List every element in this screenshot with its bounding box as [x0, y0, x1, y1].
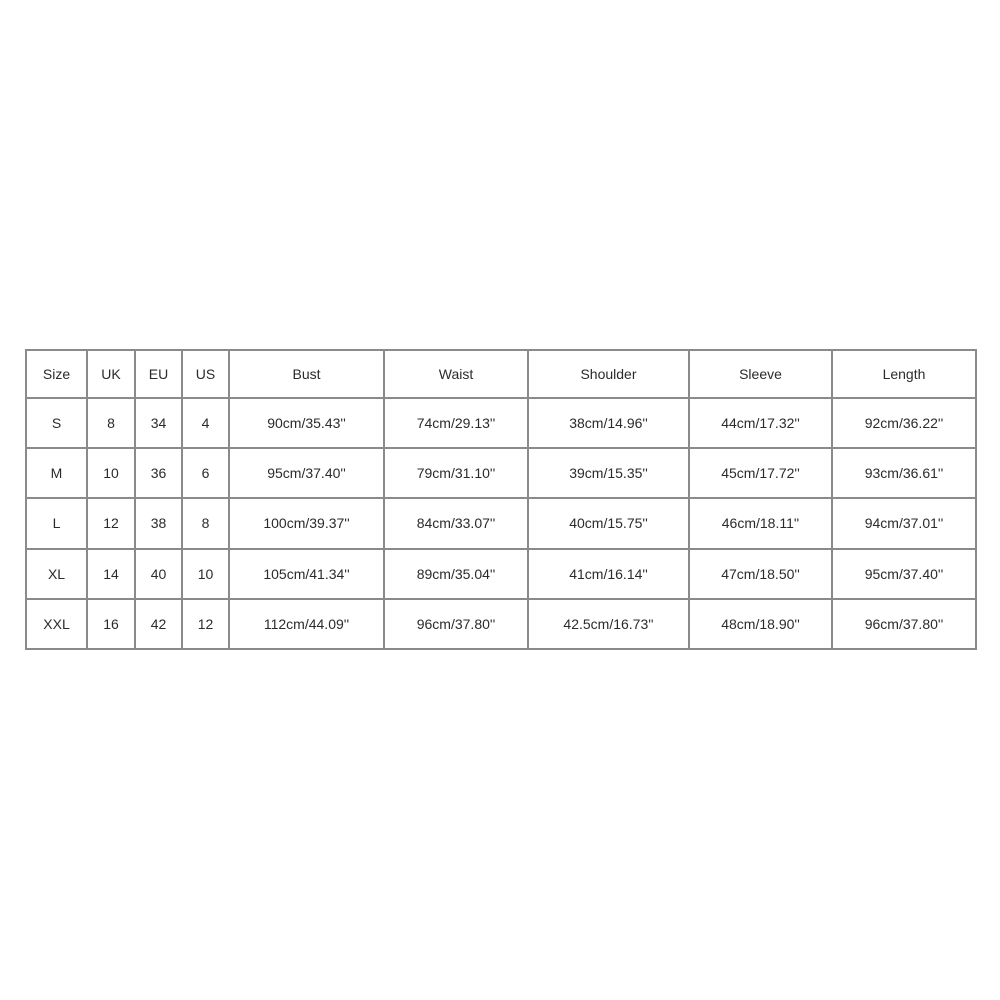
cell-size: M [26, 448, 87, 498]
cell-uk: 16 [87, 599, 135, 649]
cell-length: 94cm/37.01'' [832, 498, 976, 548]
table-row [26, 448, 976, 498]
cell-bust: 105cm/41.34'' [229, 549, 384, 599]
cell-us: 6 [182, 448, 229, 498]
cell-uk: 10 [87, 448, 135, 498]
cell-size: S [26, 398, 87, 448]
cell-uk: 8 [87, 398, 135, 448]
cell-sleeve: 44cm/17.32'' [689, 398, 832, 448]
header-size: Size [26, 350, 87, 398]
cell-size: XL [26, 549, 87, 599]
table-row [26, 549, 976, 599]
cell-bust: 90cm/35.43'' [229, 398, 384, 448]
table-row [26, 398, 976, 448]
cell-us: 4 [182, 398, 229, 448]
cell-length: 93cm/36.61'' [832, 448, 976, 498]
cell-length: 96cm/37.80'' [832, 599, 976, 649]
cell-size: XXL [26, 599, 87, 649]
cell-waist: 74cm/29.13'' [384, 398, 528, 448]
cell-eu: 34 [135, 398, 182, 448]
cell-eu: 42 [135, 599, 182, 649]
cell-shoulder: 41cm/16.14'' [528, 549, 689, 599]
header-length: Length [832, 350, 976, 398]
cell-bust: 100cm/39.37'' [229, 498, 384, 548]
cell-eu: 38 [135, 498, 182, 548]
cell-size: L [26, 498, 87, 548]
table-header-row [26, 350, 976, 398]
cell-uk: 12 [87, 498, 135, 548]
header-sleeve: Sleeve [689, 350, 832, 398]
cell-uk: 14 [87, 549, 135, 599]
header-uk: UK [87, 350, 135, 398]
cell-shoulder: 42.5cm/16.73'' [528, 599, 689, 649]
cell-eu: 36 [135, 448, 182, 498]
cell-shoulder: 38cm/14.96'' [528, 398, 689, 448]
header-waist: Waist [384, 350, 528, 398]
cell-eu: 40 [135, 549, 182, 599]
cell-us: 8 [182, 498, 229, 548]
cell-waist: 96cm/37.80'' [384, 599, 528, 649]
header-shoulder: Shoulder [528, 350, 689, 398]
header-bust: Bust [229, 350, 384, 398]
cell-bust: 95cm/37.40'' [229, 448, 384, 498]
cell-us: 12 [182, 599, 229, 649]
cell-bust: 112cm/44.09'' [229, 599, 384, 649]
cell-sleeve: 45cm/17.72'' [689, 448, 832, 498]
cell-sleeve: 47cm/18.50'' [689, 549, 832, 599]
size-chart-table [25, 349, 977, 650]
cell-length: 92cm/36.22'' [832, 398, 976, 448]
cell-waist: 84cm/33.07'' [384, 498, 528, 548]
header-us: US [182, 350, 229, 398]
cell-sleeve: 46cm/18.11'' [689, 498, 832, 548]
cell-waist: 89cm/35.04'' [384, 549, 528, 599]
cell-waist: 79cm/31.10'' [384, 448, 528, 498]
header-eu: EU [135, 350, 182, 398]
table-row [26, 599, 976, 649]
cell-length: 95cm/37.40'' [832, 549, 976, 599]
cell-us: 10 [182, 549, 229, 599]
cell-sleeve: 48cm/18.90'' [689, 599, 832, 649]
cell-shoulder: 39cm/15.35'' [528, 448, 689, 498]
cell-shoulder: 40cm/15.75'' [528, 498, 689, 548]
table-row [26, 498, 976, 548]
